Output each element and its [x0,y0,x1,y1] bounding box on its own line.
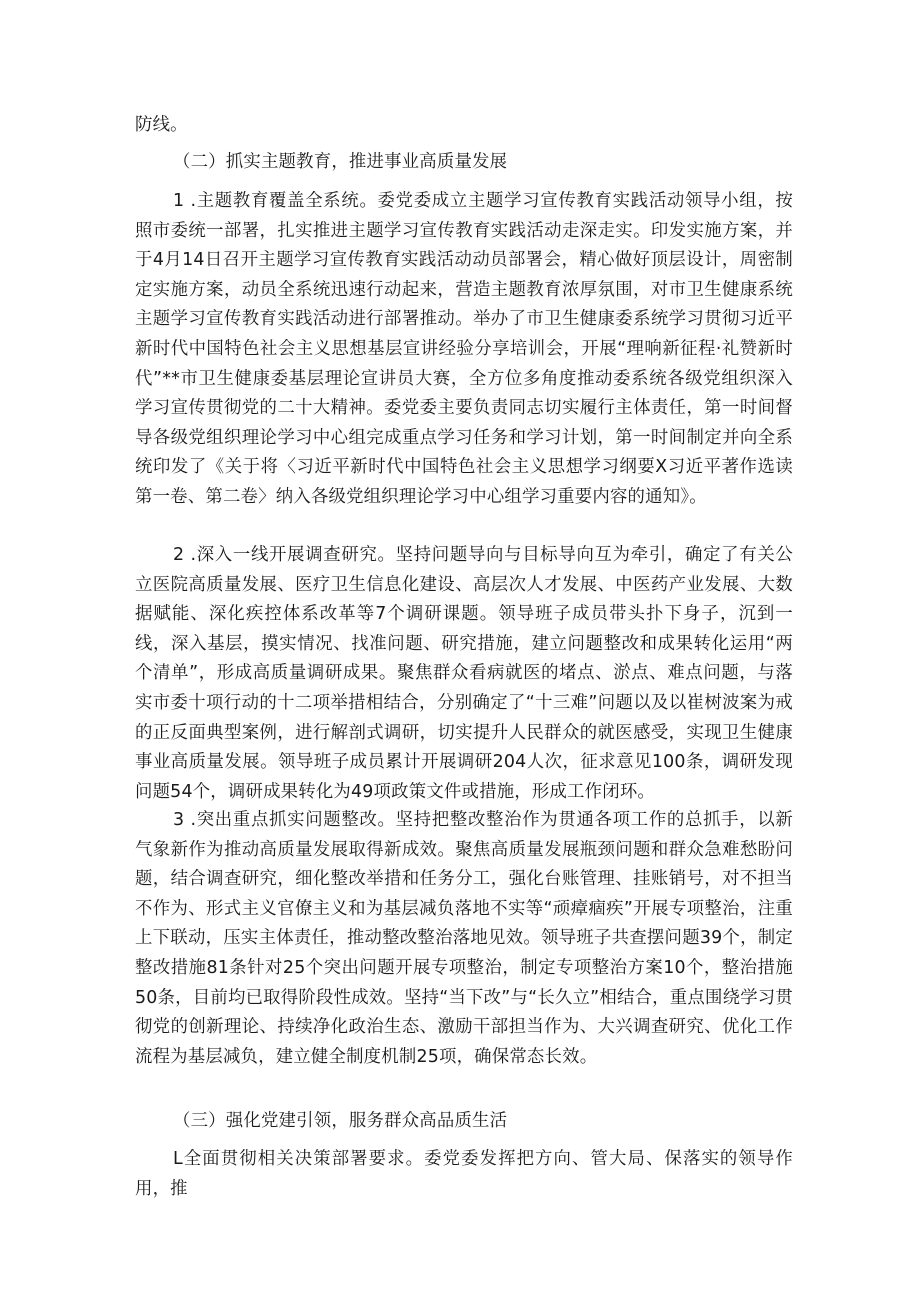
paragraph-field-research: 2 .深入一线开展调查研究。坚持问题导向与目标导向互为牵引，确定了有关公立医院高质量发展、医疗卫生信息化建设、高层次人才发展、中医药产业发展、大数据赋能、深化疾控体系改革等7个调研课题。领导班子成员带头扑下身子，沉到一线，深入基层，摸实情况、找准问题、研究措施，建立问题整改和成果转化运用“两个清单”，形成高质量调研成果。聚焦群众看病就医的堵点、淤点、难点问题，与落实市委十项行动的十二项举措相结合，分别确定了“十三难”问题以及以崔树波案为戒的正反面典型案例，进行解剖式调研，切实提升人民群众的就医感受，实现卫生健康事业高质量发展。领导班子成员累计开展调研204人次，征求意见100条，调研发现问题54个，调研成果转化为49项政策文件或措施，形成工作闭环。 [135,545,793,802]
section-heading-2: （二）抓实主题教育，推进事业高质量发展 [173,152,508,172]
section-heading-3: （三）强化党建引领，服务群众高品质生活 [173,1111,508,1131]
paragraph-theme-education: 1 .主题教育覆盖全系统。委党委成立主题学习宣传教育实践活动领导小组，按照市委统一部署，扎实推进主题学习宣传教育实践活动走深走实。印发实施方案，并于4月14日召开主题学习宣传教育实践活动动员部署会，精心做好顶层设计，周密制定实施方案，动员全系统迅速行动起来，营造主题教育浓厚氛围，对市卫生健康系统主题学习宣传教育实践活动进行部署推动。举办了市卫生健康委系统学习贯彻习近平新时代中国特色社会主义思想基层宣讲经验分享培训会，开展“理响新征程·礼赞新时代”**市卫生健康委基层理论宣讲员大赛，全方位多角度推动委系统各级党组织深入学习宣传贯彻党的二十大精神。委党委主要负责同志切实履行主体责任，第一时间督导各级党组织理论学习中心组完成重点学习任务和学习计划，第一时间制定并向全系统印发了《关于将〈习近平新时代中国特色社会主义思想学习纲要X习近平著作选读第一卷、第二卷〉纳入各级党组织理论学习中心组学习重要内容的通知》。 [135,191,793,507]
continuation-text: 防线。 [135,115,188,135]
paragraph-policy-implementation: L全面贯彻相关决策部署要求。委党委发挥把方向、管大局、保落实的领导作用，推 [135,1149,793,1199]
paragraph-rectification: 3 .突出重点抓实问题整改。坚持把整改整治作为贯通各项工作的总抓手，以新气象新作为推动高质量发展取得新成效。聚焦高质量发展瓶颈问题和群众急难愁盼问题，结合调查研究，细化整改举措和任务分工，强化台账管理、挂账销号，对不担当不作为、形式主义官僚主义和为基层减负落地不实等“顽瘴痼疾”开展专项整治，注重上下联动，压实主体责任，推动整改整治落地见效。领导班子共查摆问题39个，制定整改措施81条针对25个突出问题开展专项整治，制定专项整治方案10个，整治措施50条，目前均已取得阶段性成效。坚持“当下改”与“长久立”相结合，重点围绕学习贯彻党的创新理论、持续净化政治生态、激励干部担当作为、大兴调查研究、优化工作流程为基层减负，建立健全制度机制25项，确保常态长效。 [135,810,793,1067]
